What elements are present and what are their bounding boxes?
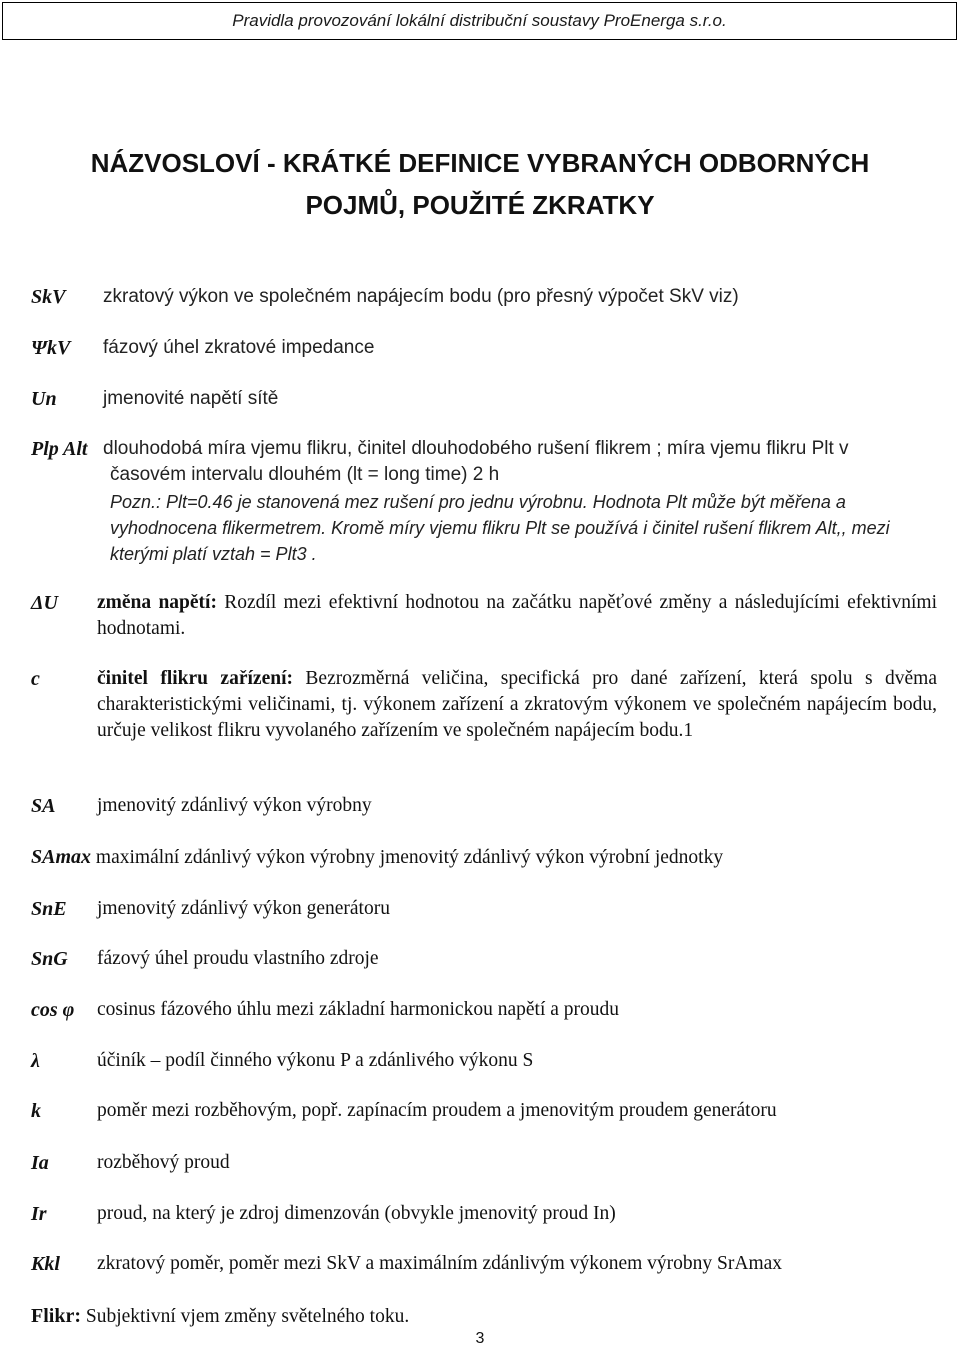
term-kkl: Kkl [31,1253,60,1275]
definition-samax: maximální zdánlivý výkon výrobny jmenovitý zdánlivý výkon výrobní jednotky [91,847,724,868]
term-ia: Ia [31,1152,49,1174]
term-delta-u: ΔU [31,592,58,614]
term-plp-alt: Plp Alt [31,438,88,460]
term-c: c [31,668,40,690]
delta-u-text: Rozdíl mezi efektivní hodnotou na začátku napěťové změny a následujícími efektivními hodnotami. [97,592,937,639]
term-sng: SnG [31,948,68,970]
term-cos-phi: cos φ [31,999,75,1021]
definition-cos-phi: cosinus fázového úhlu mezi základní harmonickou napětí a proudu [97,999,620,1020]
page-number: 3 [475,1330,485,1347]
definition-flikr: Subjektivní vjem změny světelného toku. [81,1306,410,1327]
definition-un: jmenovité napětí sítě [103,388,279,409]
definition-ia: rozběhový proud [97,1152,230,1173]
c-label: činitel flikru zařízení: [97,668,293,689]
term-lambda: λ [31,1050,40,1072]
definition-sa: jmenovitý zdánlivý výkon výrobny [97,795,372,816]
term-skv: SkV [31,286,66,308]
header-text: Pravidla provozování lokální distribuční soustavy ProEnerga s.r.o. [232,11,727,30]
definition-k: poměr mezi rozběhovým, popř. zapínacím proudem a jmenovitým proudem generátoru [97,1100,777,1121]
entry-samax [31,844,723,871]
term-sne: SnE [31,898,67,920]
entry-flikr [31,1303,409,1330]
definition-lambda: účiník – podíl činného výkonu P a zdánlivého výkonu S [97,1050,534,1071]
term-un: Un [31,388,57,410]
term-sa: SA [31,795,56,817]
document-header [2,2,957,40]
definition-plp-alt-line-2: časovém intervalu dlouhém (lt = long time) 2 h [110,464,500,485]
definition-delta-u [97,590,937,642]
page-title-line-2: POJMŮ, POUŽITÉ ZKRATKY [305,190,655,220]
plt-note: Pozn.: Plt=0.46 je stanovená mez rušení pro jednu výrobnu. Hodnota Plt může být měřena a vyhodnocena flikermetrem. Kromě míry vjemu flikru Plt se používá i činitel rušení flikrem Alt,, mezi kterými platí vztah = Plt3 . [110,492,890,564]
term-ir: Ir [31,1203,47,1225]
term-k: k [31,1100,41,1122]
term-flikr: Flikr: [31,1305,81,1327]
definition-kkl: zkratový poměr, poměr mezi SkV a maximálním zdánlivým výkonem výrobny SrAmax [97,1253,783,1274]
definition-sng: fázový úhel proudu vlastního zdroje [97,948,379,969]
page-title-line-1: NÁZVOSLOVÍ - KRÁTKÉ DEFINICE VYBRANÝCH ODBORNÝCH [90,148,870,178]
delta-u-label: změna napětí: [97,592,217,613]
definition-psikv: fázový úhel zkratové impedance [103,337,375,358]
term-psikv: ΨkV [31,337,71,359]
term-samax: SAmax [31,846,92,868]
definition-skv: zkratový výkon ve společném napájecím bodu (pro přesný výpočet SkV viz) [103,286,739,307]
definition-c [97,666,937,744]
definition-plp-alt-line-1: dlouhodobá míra vjemu flikru, činitel dlouhodobého rušení flikrem ; míra vjemu flikru Plt v [103,438,849,459]
c-text: Bezrozměrná veličina, specifická pro dané zařízení, která spolu s dvěma charakteristickými veličinami, tj. výkonem zařízení a zkratovým výkonem ve společném napájecím bodu, určuje velikost flikru vyvolaného zařízením ve společném napájecím bodu.1 [97,668,937,741]
definition-ir: proud, na který je zdroj dimenzován (obvykle jmenovitý proud In) [97,1203,616,1224]
definition-sne: jmenovitý zdánlivý výkon generátoru [97,898,390,919]
